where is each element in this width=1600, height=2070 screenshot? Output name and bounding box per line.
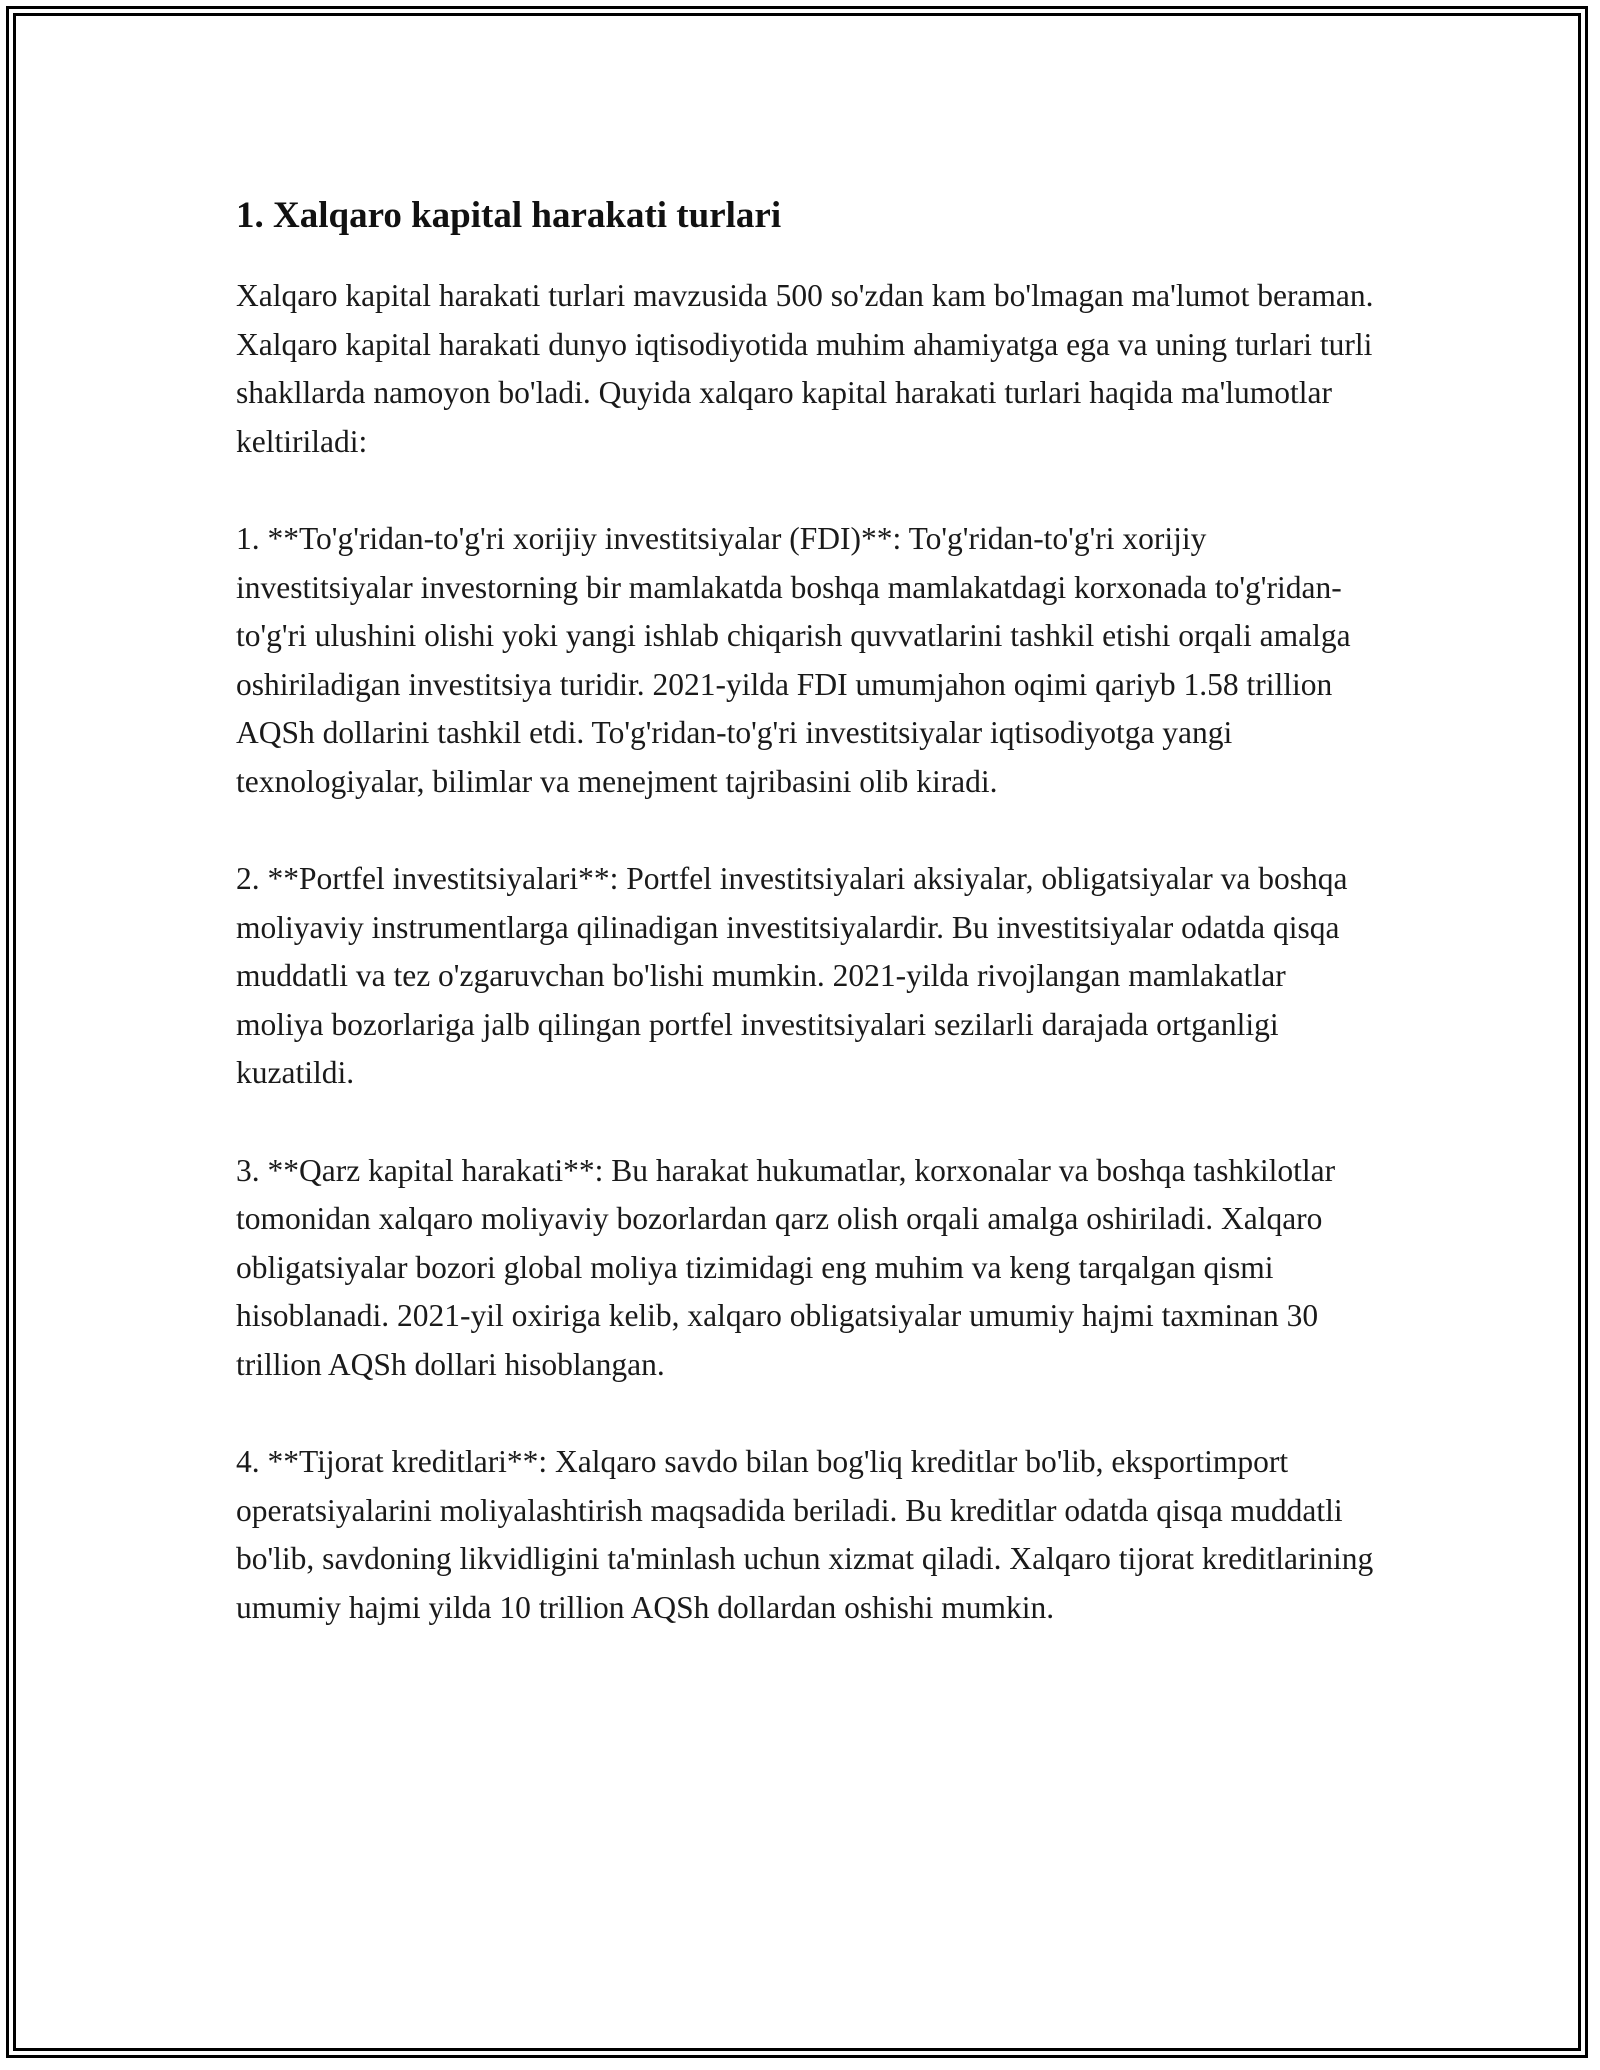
debt-capital-paragraph: 3. **Qarz kapital harakati**: Bu harakat hukumatlar, korxonalar va boshqa tashkilotlar tomonidan xalqaro moliyaviy bozorlardan qarz olish orqali amalga oshiriladi. Xalqaro obligatsiyalar bozori global moliya tizimidagi eng muhim va keng tarqalgan qismi hisoblanadi. 2021-yil oxiriga kelib, xalqaro obligatsiyalar umumiy hajmi taxminan 30 trillion AQSh dollari hisoblangan. (236, 1152, 1336, 1382)
fdi-paragraph: 1. **To'g'ridan-to'g'ri xorijiy investitsiyalar (FDI)**: To'g'ridan-to'g'ri xorijiy investitsiyalar investorning bir mamlakatda boshqa mamlakatdagi korxonada to'g'ridan-to'g'ri ulushini olishi yoki yangi ishlab chiqarish quvvatlarini tashkil etishi orqali amalga oshiriladigan investitsiya turidir. 2021-yilda FDI umumjahon oqimi qariyb 1.58 trillion AQSh dollarini tashkil etdi. To'g'ridan-to'g'ri investitsiyalar iqtisodiyotga yangi texnologiyalar, bilimlar va menejment tajribasini olib kiradi. (236, 521, 1351, 799)
document-body (236, 190, 1376, 1681)
page-title: 1. Xalqaro kapital harakati turlari (236, 195, 782, 236)
portfolio-paragraph: 2. **Portfel investitsiyalari**: Portfel investitsiyalari aksiyalar, obligatsiyalar va boshqa moliyaviy instrumentlarga qilinadigan investitsiyalardir. Bu investitsiyalar odatda qisqa muddatli va tez o'zgaruvchan bo'lishi mumkin. 2021-yilda rivojlangan mamlakatlar moliya bozorlariga jalb qilingan portfel investitsiyalari sezilarli darajada ortganligi kuzatildi. (236, 861, 1348, 1090)
intro-paragraph: Xalqaro kapital harakati turlari mavzusida 500 so'zdan kam bo'lmagan ma'lumot beraman. Xalqaro kapital harakati dunyo iqtisodiyotida muhim ahamiyatga ega va uning turlari turli shakllarda namoyon bo'ladi. Quyida xalqaro kapital harakati turlari haqida ma'lumotlar keltiriladi: (236, 278, 1374, 459)
trade-credit-paragraph: 4. **Tijorat kreditlari**: Xalqaro savdo bilan bog'liq kreditlar bo'lib, eksportimport operatsiyalarini moliyalashtirish maqsadida beriladi. Bu kreditlar odatda qisqa muddatli bo'lib, savdoning likvidligini ta'minlash uchun xizmat qiladi. Xalqaro tijorat kreditlarining umumiy hajmi yilda 10 trillion AQSh dollardan oshishi mumkin. (236, 1444, 1374, 1625)
